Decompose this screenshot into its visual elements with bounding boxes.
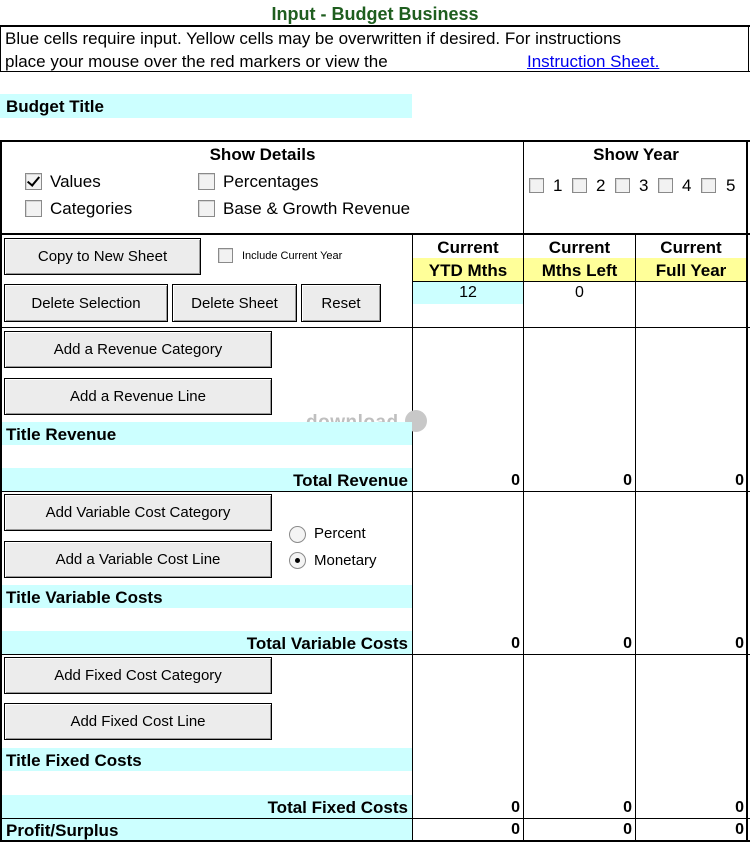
profit-ytd: 0 [511, 821, 520, 838]
variable-total-mths-left: 0 [623, 635, 632, 652]
instructions-text [5, 27, 745, 73]
instructions-line-1: Blue cells require input. Yellow cells may be overwritten if desired. For instructions [5, 29, 622, 48]
include-current-year-label: Include Current Year [242, 250, 343, 262]
divider [748, 25, 749, 72]
delete-selection-button[interactable]: Delete Selection [4, 284, 168, 322]
instructions-line-2: place your mouse over the red markers or view the [5, 52, 388, 71]
percent-radio[interactable] [289, 526, 306, 543]
col-mths-left-top: Current [548, 238, 611, 257]
revenue-total-label: Total Revenue [293, 471, 408, 490]
grid-line [0, 327, 750, 328]
year-5-checkbox[interactable] [701, 178, 716, 193]
fixed-total-ytd: 0 [511, 799, 520, 816]
col-ytd-top: Current [437, 238, 499, 257]
percentages-label: Percentages [223, 172, 319, 191]
add-fixed-cost-line-button[interactable]: Add Fixed Cost Line [4, 703, 272, 740]
col-full-year-bottom: Full Year [655, 261, 727, 280]
year-1-checkbox[interactable] [529, 178, 544, 193]
categories-checkbox[interactable] [25, 200, 42, 217]
page-title: Input - Budget Business [271, 4, 479, 24]
col-full-year-top: Current [660, 238, 722, 257]
delete-sheet-button[interactable]: Delete Sheet [172, 284, 297, 322]
add-variable-cost-category-button[interactable]: Add Variable Cost Category [4, 494, 272, 531]
ytd-months-value: 12 [459, 284, 477, 301]
col-ytd-bottom: YTD Mths [428, 261, 508, 280]
copy-to-new-sheet-button[interactable]: Copy to New Sheet [4, 238, 201, 275]
grid-line [0, 491, 750, 492]
year-2-label: 2 [596, 176, 606, 195]
months-left-value: 0 [575, 284, 584, 301]
add-variable-cost-line-button[interactable]: Add a Variable Cost Line [4, 541, 272, 578]
revenue-total-ytd: 0 [511, 472, 520, 489]
revenue-title-label: Title Revenue [6, 425, 117, 444]
grid-line [0, 233, 750, 235]
fixed-title-label: Title Fixed Costs [6, 751, 142, 770]
year-3-checkbox[interactable] [615, 178, 630, 193]
revenue-total-mths-left: 0 [623, 472, 632, 489]
revenue-total-full-year: 0 [735, 472, 744, 489]
categories-label: Categories [50, 199, 133, 218]
add-fixed-cost-category-button[interactable]: Add Fixed Cost Category [4, 657, 272, 694]
fixed-total-label: Total Fixed Costs [267, 798, 408, 817]
year-1-label: 1 [553, 176, 563, 195]
percentages-checkbox[interactable] [198, 173, 215, 190]
divider [0, 25, 1, 72]
show-year-heading: Show Year [593, 145, 679, 164]
reset-button[interactable]: Reset [301, 284, 381, 322]
variable-total-full-year: 0 [735, 635, 744, 652]
divider [0, 71, 750, 72]
instruction-sheet-link[interactable]: Instruction Sheet. [527, 52, 660, 71]
year-3-label: 3 [639, 176, 649, 195]
variable-total-label: Total Variable Costs [246, 634, 408, 653]
monetary-label: Monetary [314, 552, 377, 569]
grid-line [0, 140, 750, 142]
values-checkbox[interactable] [25, 173, 42, 190]
base-growth-label: Base & Growth Revenue [223, 199, 411, 218]
year-2-checkbox[interactable] [572, 178, 587, 193]
year-4-label: 4 [682, 176, 692, 195]
variable-title-label: Title Variable Costs [6, 588, 163, 607]
fixed-total-full-year: 0 [735, 799, 744, 816]
values-label: Values [50, 172, 101, 191]
grid-line [635, 234, 636, 842]
col-mths-left-bottom: Mths Left [541, 261, 618, 280]
fixed-total-mths-left: 0 [623, 799, 632, 816]
add-revenue-category-button[interactable]: Add a Revenue Category [4, 331, 272, 368]
include-current-year-checkbox[interactable] [218, 248, 233, 263]
grid-line [523, 234, 524, 842]
grid-line [412, 234, 413, 842]
profit-mths-left: 0 [623, 821, 632, 838]
profit-full-year: 0 [735, 821, 744, 838]
monetary-radio[interactable] [289, 552, 306, 569]
year-5-label: 5 [726, 176, 736, 195]
budget-title-label: Budget Title [6, 97, 104, 116]
percent-label: Percent [314, 525, 366, 542]
grid-line [0, 654, 750, 655]
add-revenue-line-button[interactable]: Add a Revenue Line [4, 378, 272, 415]
year-4-checkbox[interactable] [658, 178, 673, 193]
base-growth-checkbox[interactable] [198, 200, 215, 217]
variable-total-ytd: 0 [511, 635, 520, 652]
profit-label: Profit/Surplus [6, 821, 119, 840]
show-details-heading: Show Details [209, 145, 316, 164]
